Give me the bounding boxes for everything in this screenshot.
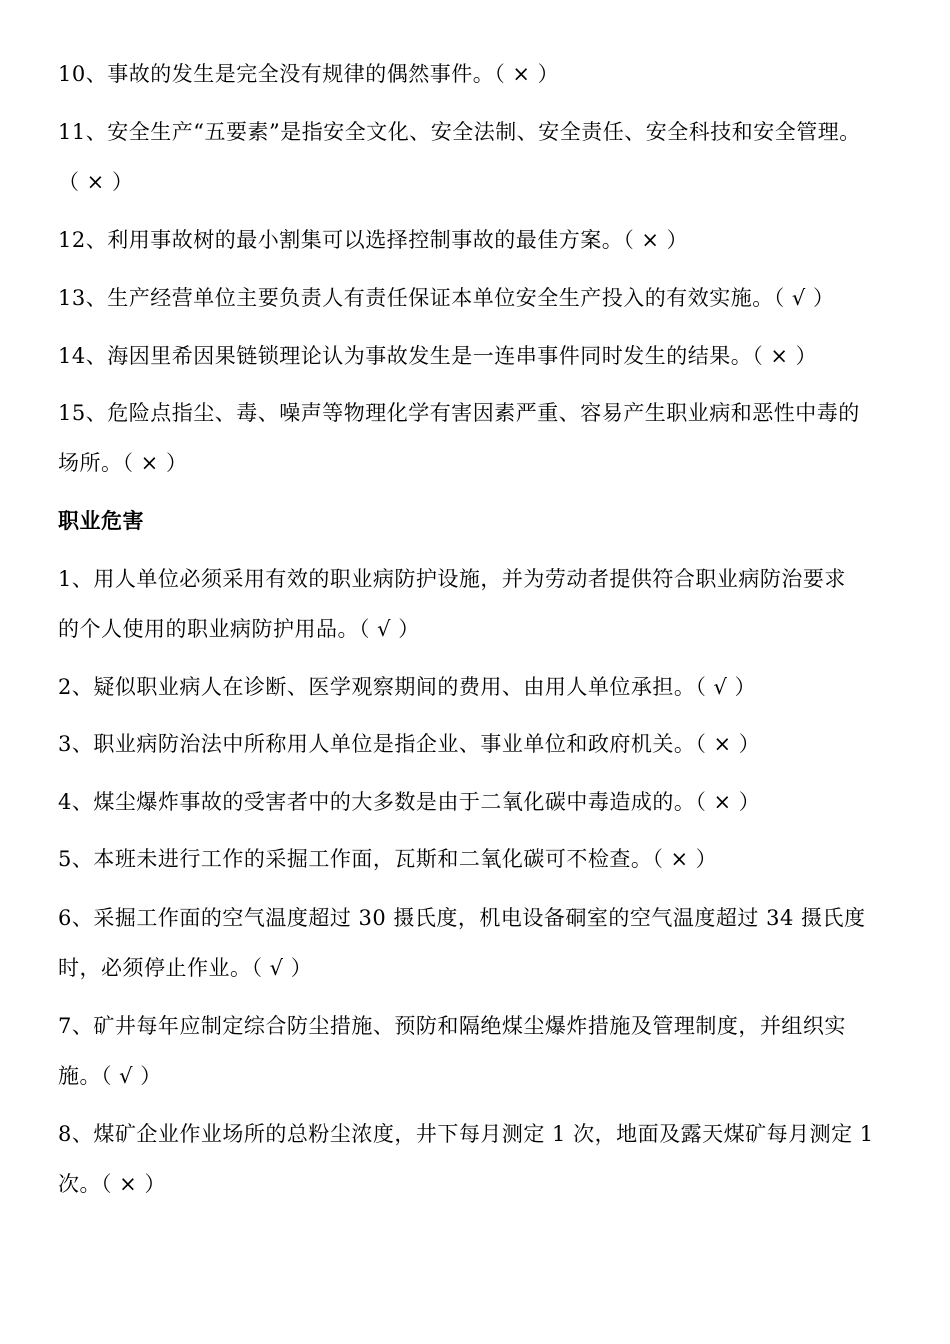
section-question-7-line2: 施。（ √ ）: [58, 1064, 162, 1088]
section-question-1-line2: 的个人使用的职业病防护用品。（ √ ）: [58, 617, 420, 641]
section-question-2: 2、疑似职业病人在诊断、医学观察期间的费用、由用人单位承担。（ √ ）: [58, 675, 757, 699]
question-11-line1: 11、安全生产“五要素”是指安全文化、安全法制、安全责任、安全科技和安全管理。: [58, 120, 861, 144]
question-11-line2: （ × ）: [58, 170, 134, 194]
question-10: 10、事故的发生是完全没有规律的偶然事件。（ × ）: [58, 62, 560, 86]
question-15-line1: 15、危险点指尘、毒、噪声等物理化学有害因素严重、容易产生职业病和恶性中毒的: [58, 401, 860, 425]
section-question-8-line2: 次。（ × ）: [58, 1172, 166, 1196]
question-14: 14、海因里希因果链锁理论认为事故发生是一连串事件同时发生的结果。（ × ）: [58, 344, 818, 368]
section-question-6-line2: 时，必须停止作业。（ √ ）: [58, 956, 313, 980]
section-question-6-line1: 6、采掘工作面的空气温度超过 30 摄氏度，机电设备硐室的空气温度超过 34 摄氏度: [58, 906, 866, 930]
section-question-3: 3、职业病防治法中所称用人单位是指企业、事业单位和政府机关。（ × ）: [58, 732, 761, 756]
question-15-line2: 场所。（ × ）: [58, 451, 188, 475]
section-question-8-line1: 8、煤矿企业作业场所的总粉尘浓度，井下每月测定 1 次，地面及露天煤矿每月测定 1: [58, 1122, 874, 1146]
question-13: 13、生产经营单位主要负责人有责任保证本单位安全生产投入的有效实施。（ √ ）: [58, 286, 835, 310]
section-question-1-line1: 1、用人单位必须采用有效的职业病防护设施，并为劳动者提供符合职业病防治要求: [58, 567, 846, 591]
section-question-4: 4、煤尘爆炸事故的受害者中的大多数是由于二氧化碳中毒造成的。（ × ）: [58, 790, 761, 814]
question-12: 12、利用事故树的最小割集可以选择控制事故的最佳方案。（ × ）: [58, 228, 689, 252]
section-question-7-line1: 7、矿井每年应制定综合防尘措施、预防和隔绝煤尘爆炸措施及管理制度，并组织实: [58, 1014, 846, 1038]
section-question-5: 5、本班未进行工作的采掘工作面，瓦斯和二氧化碳可不检查。（ × ）: [58, 847, 718, 871]
section-title: 职业危害: [58, 509, 144, 533]
